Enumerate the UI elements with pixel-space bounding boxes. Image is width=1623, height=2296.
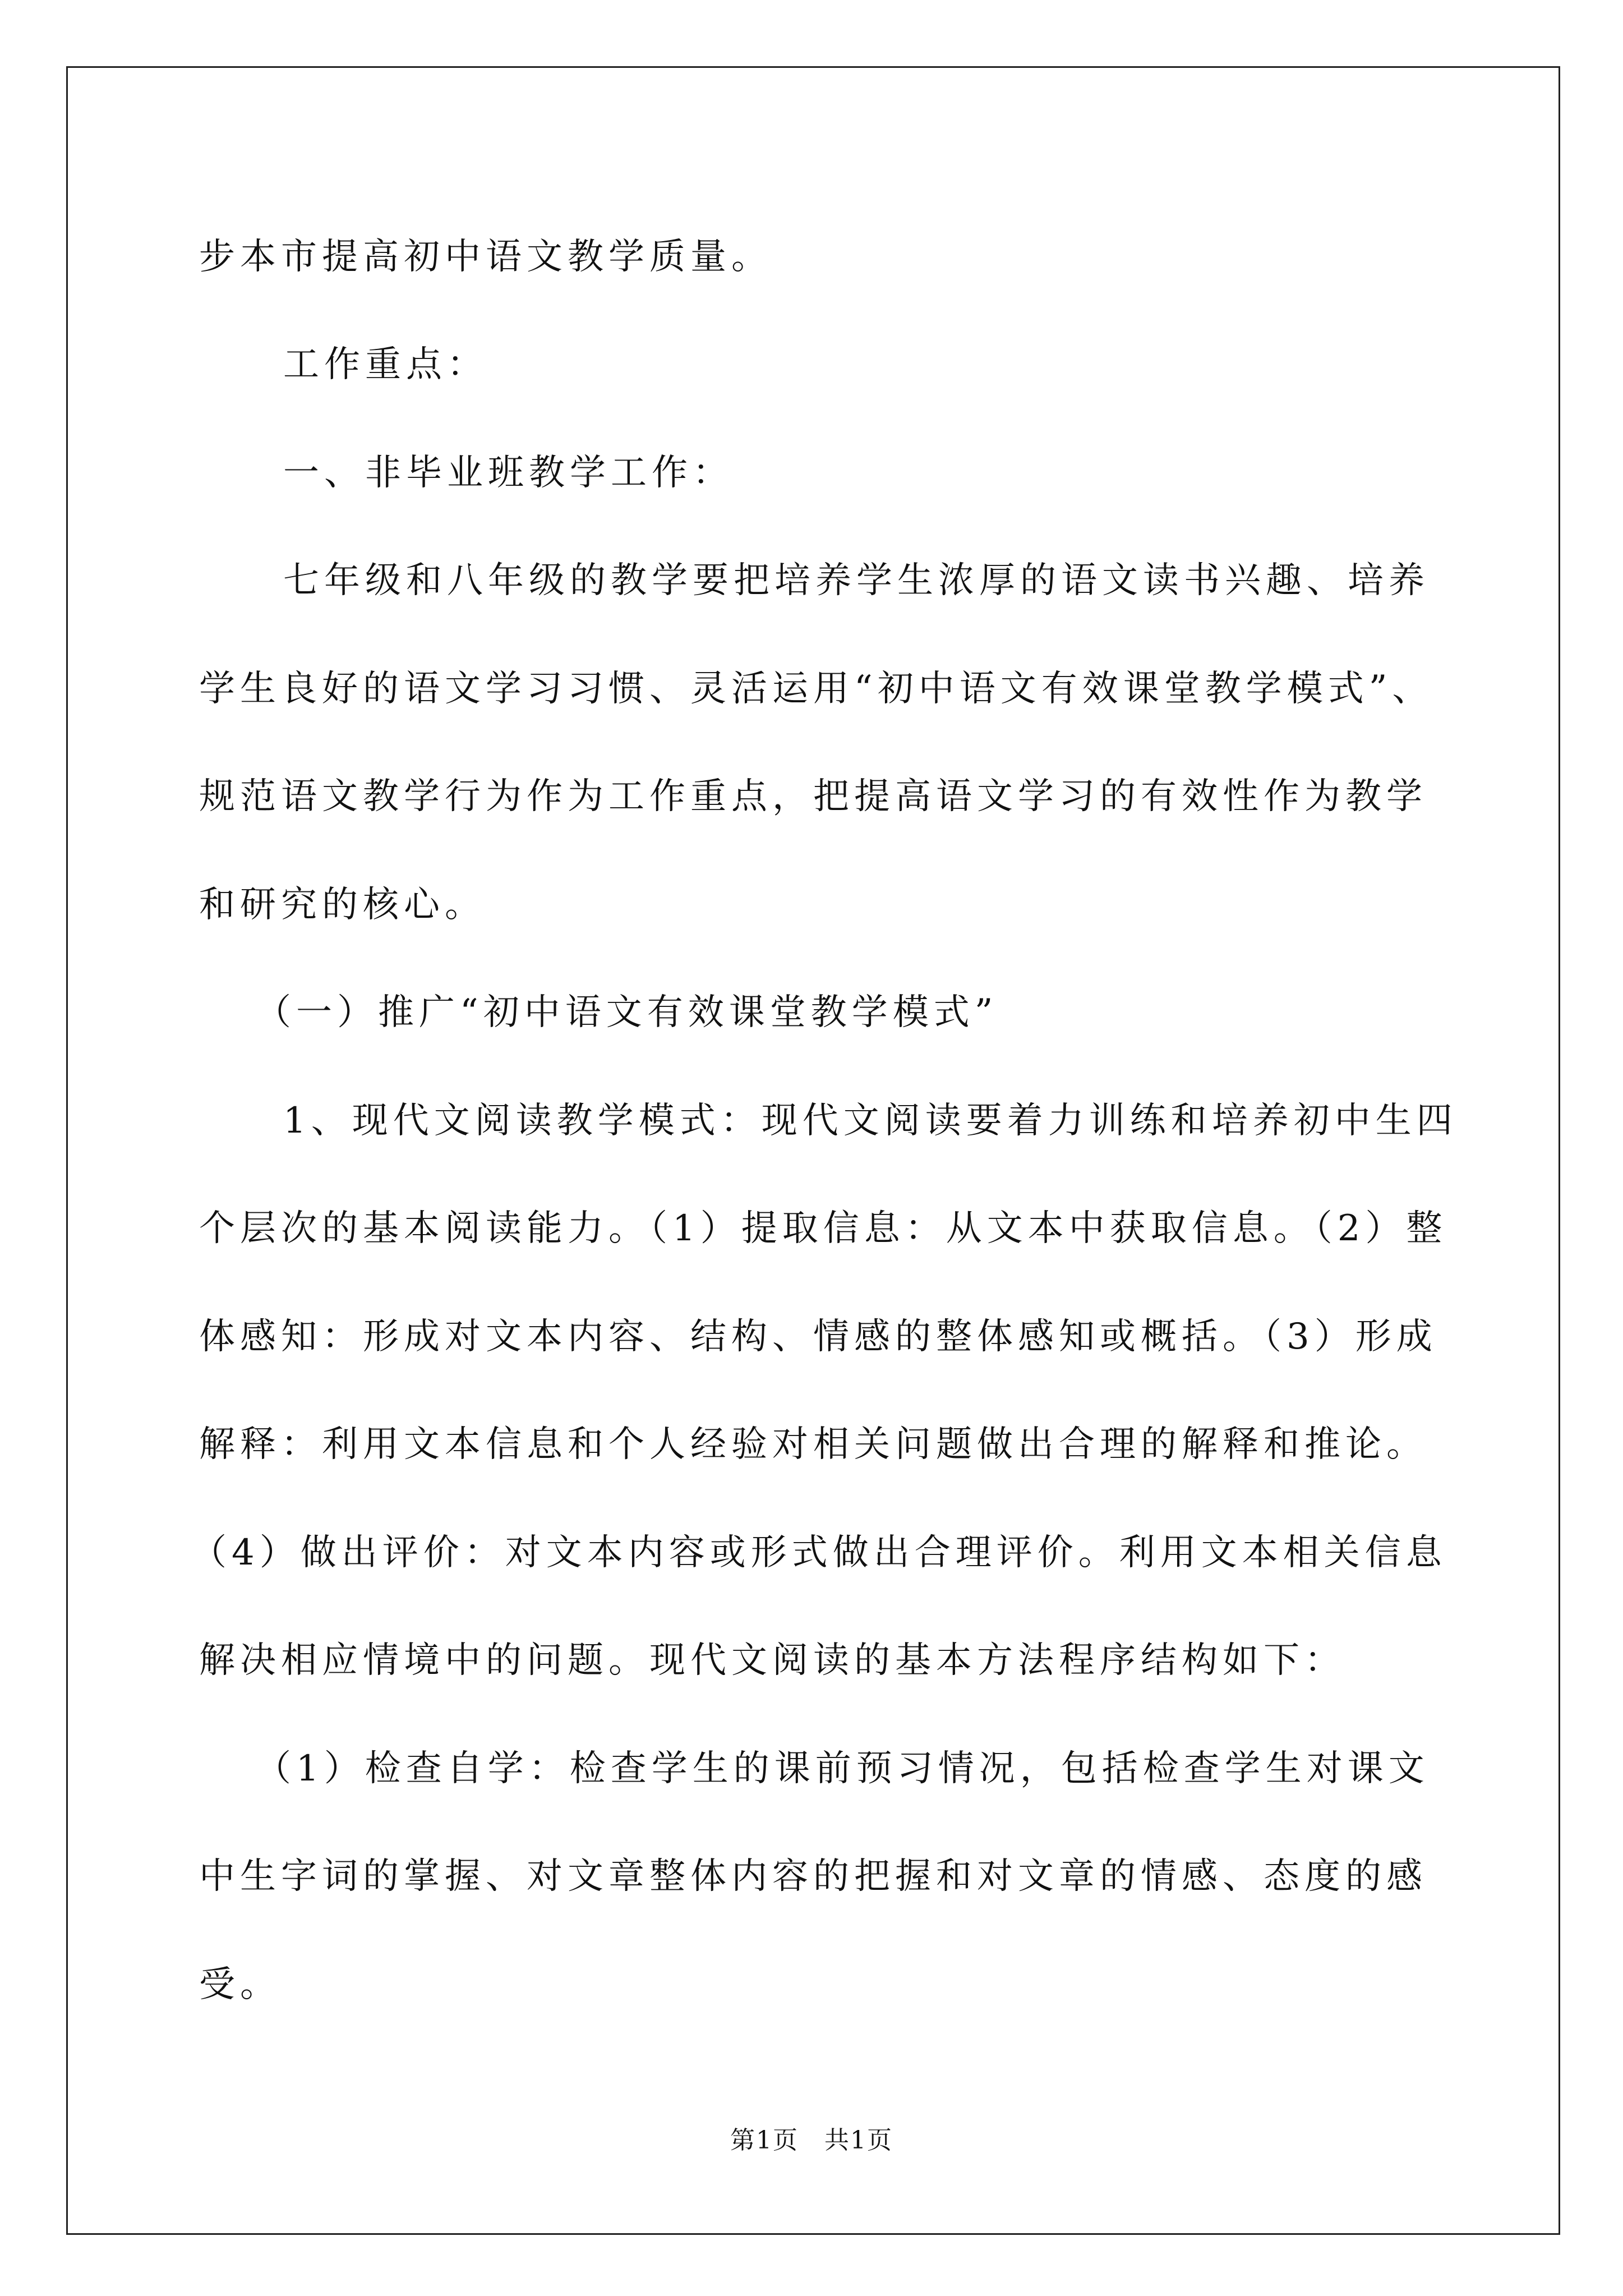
paragraph-line-4: 七年级和八年级的教学要把培养学生浓厚的语文读书兴趣、培养 <box>283 560 1430 601</box>
paragraph-line-13: （4）做出评价：对文本内容或形式做出合理评价。利用文本相关信息 <box>191 1532 1447 1573</box>
paragraph-line-9: 1、现代文阅读教学模式：现代文阅读要着力训练和培养初中生四 <box>283 1100 1458 1142</box>
paragraph-line-16: 中生字词的掌握、对文章整体内容的把握和对文章的情感、态度的感 <box>199 1856 1427 1897</box>
paragraph-line-15: （1）检查自学：检查学生的课前预习情况，包括检查学生对课文 <box>255 1748 1430 1789</box>
paragraph-line-11: 体感知：形成对文本内容、结构、情感的整体感知或概括。（3）形成 <box>199 1316 1437 1358</box>
subsection-heading-1: （一）推广“初中语文有效课堂教学模式” <box>255 992 998 1033</box>
page-number-footer: 第1页 共1页 <box>730 2126 893 2155</box>
paragraph-line-5: 学生良好的语文学习习惯、灵活运用“初中语文有效课堂教学模式”、 <box>199 668 1433 710</box>
paragraph-line-10: 个层次的基本阅读能力。（1）提取信息：从文本中获取信息。（2）整 <box>199 1208 1447 1249</box>
paragraph-line-1: 步本市提高初中语文教学质量。 <box>199 236 772 278</box>
section-heading-work-focus: 工作重点： <box>283 344 488 385</box>
paragraph-line-7: 和研究的核心。 <box>199 884 486 926</box>
paragraph-line-14: 解决相应情境中的问题。现代文阅读的基本方法程序结构如下： <box>199 1640 1345 1681</box>
paragraph-line-6: 规范语文教学行为作为工作重点，把提高语文学习的有效性作为教学 <box>199 776 1427 817</box>
page-border <box>66 66 1560 2235</box>
section-heading-non-graduating: 一、非毕业班教学工作： <box>283 452 734 494</box>
paragraph-line-12: 解释：利用文本信息和个人经验对相关问题做出合理的解释和推论。 <box>199 1424 1427 1465</box>
paragraph-line-17: 受。 <box>199 1964 281 2005</box>
